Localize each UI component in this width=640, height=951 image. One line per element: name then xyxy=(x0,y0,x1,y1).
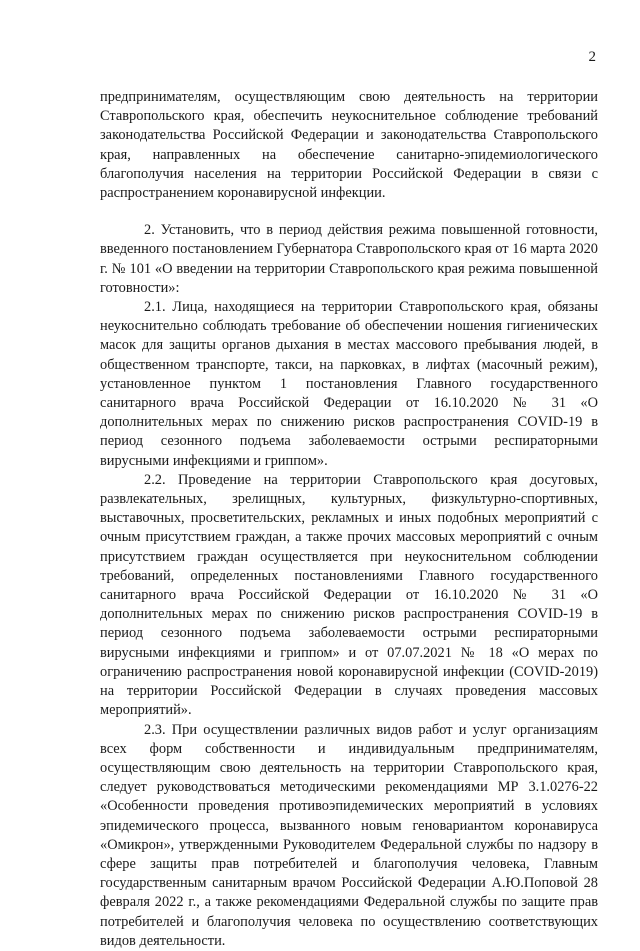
paragraph-item-2: 2. Установить, что в период действия режима повышенной готовности, введенного постановлением Губернатора Ставропольского края от 16 марта 2020 г. № 101 «О введении на территории Ставропольского края режима повышенной готовности»: xyxy=(100,222,598,296)
paragraph-continuation: предпринимателям, осуществляющим свою деятельность на территории Ставропольского края, обеспечить неукоснительное соблюдение требований законодательства Российской Федерации и законодательства Ставропольского края, направленных на обеспечение санитарно-эпидемиологического благополучия населения на территории Российской Федерации в связи с распространением коронавирусной инфекции. xyxy=(100,89,598,202)
document-body xyxy=(100,88,598,951)
paragraph-item-2-2: 2.2. Проведение на территории Ставропольского края досуговых, развлекательных, зрелищных, культурных, физкультурно-спортивных, выставочных, просветительских, рекламных и иных подобных мероприятий с очным присутствием граждан, а также прочих массовых мероприятий с очным присутствием граждан осуществляется при неукоснительном соблюдении требований, определенных постановлениями Главного государственного санитарного врача Российской Федерации от 16.10.2020 № 31 «О дополнительных мерах по снижению рисков распространения COVID-19 в период сезонного подъема заболеваемости острыми респираторными вирусными инфекциями и гриппом» и от 07.07.2021 № 18 «О мерах по ограничению распространения новой коронавирусной инфекции (COVID-2019) на территории Российской Федерации в случаях проведения массовых мероприятий». xyxy=(100,471,598,719)
page-number: 2 xyxy=(588,49,596,65)
paragraph-item-2-3: 2.3. При осуществлении различных видов работ и услуг организациям всех форм собственности и индивидуальным предпринимателям, осуществляющим свою деятельность на территории Ставропольского края, следует руководствоваться методическими рекомендациями МР 3.1.0276-22 «Особенности проведения противоэпидемических мероприятий в условиях эпидемического процесса, вызванного новым геновариантом коронавируса «Омикрон», утвержденными Руководителем Федеральной службы по надзору в сфере защиты прав потребителей и благополучия человека, Главным государственным санитарным врачом Российской Федерации А.Ю.Поповой 28 февраля 2022 г., а также рекомендациями Федеральной службы по защите прав потребителей и благополучия человека по осуществлению соответствующих видов деятельности. xyxy=(100,721,598,949)
paragraph-item-2-1: 2.1. Лица, находящиеся на территории Ставропольского края, обязаны неукоснительно соблюдать требование об обеспечении ношения гигиенических масок для защиты органов дыхания в местах массового пребывания людей, в общественном транспорте, такси, на парковках, в лифтах (масочный режим), установленное пунктом 1 постановления Главного государственного санитарного врача Российской Федерации от 16.10.2020 № 31 «О дополнительных мерах по снижению рисков распространения COVID-19 в период сезонного подъема заболеваемости острыми респираторными вирусными инфекциями и гриппом». xyxy=(100,299,598,469)
